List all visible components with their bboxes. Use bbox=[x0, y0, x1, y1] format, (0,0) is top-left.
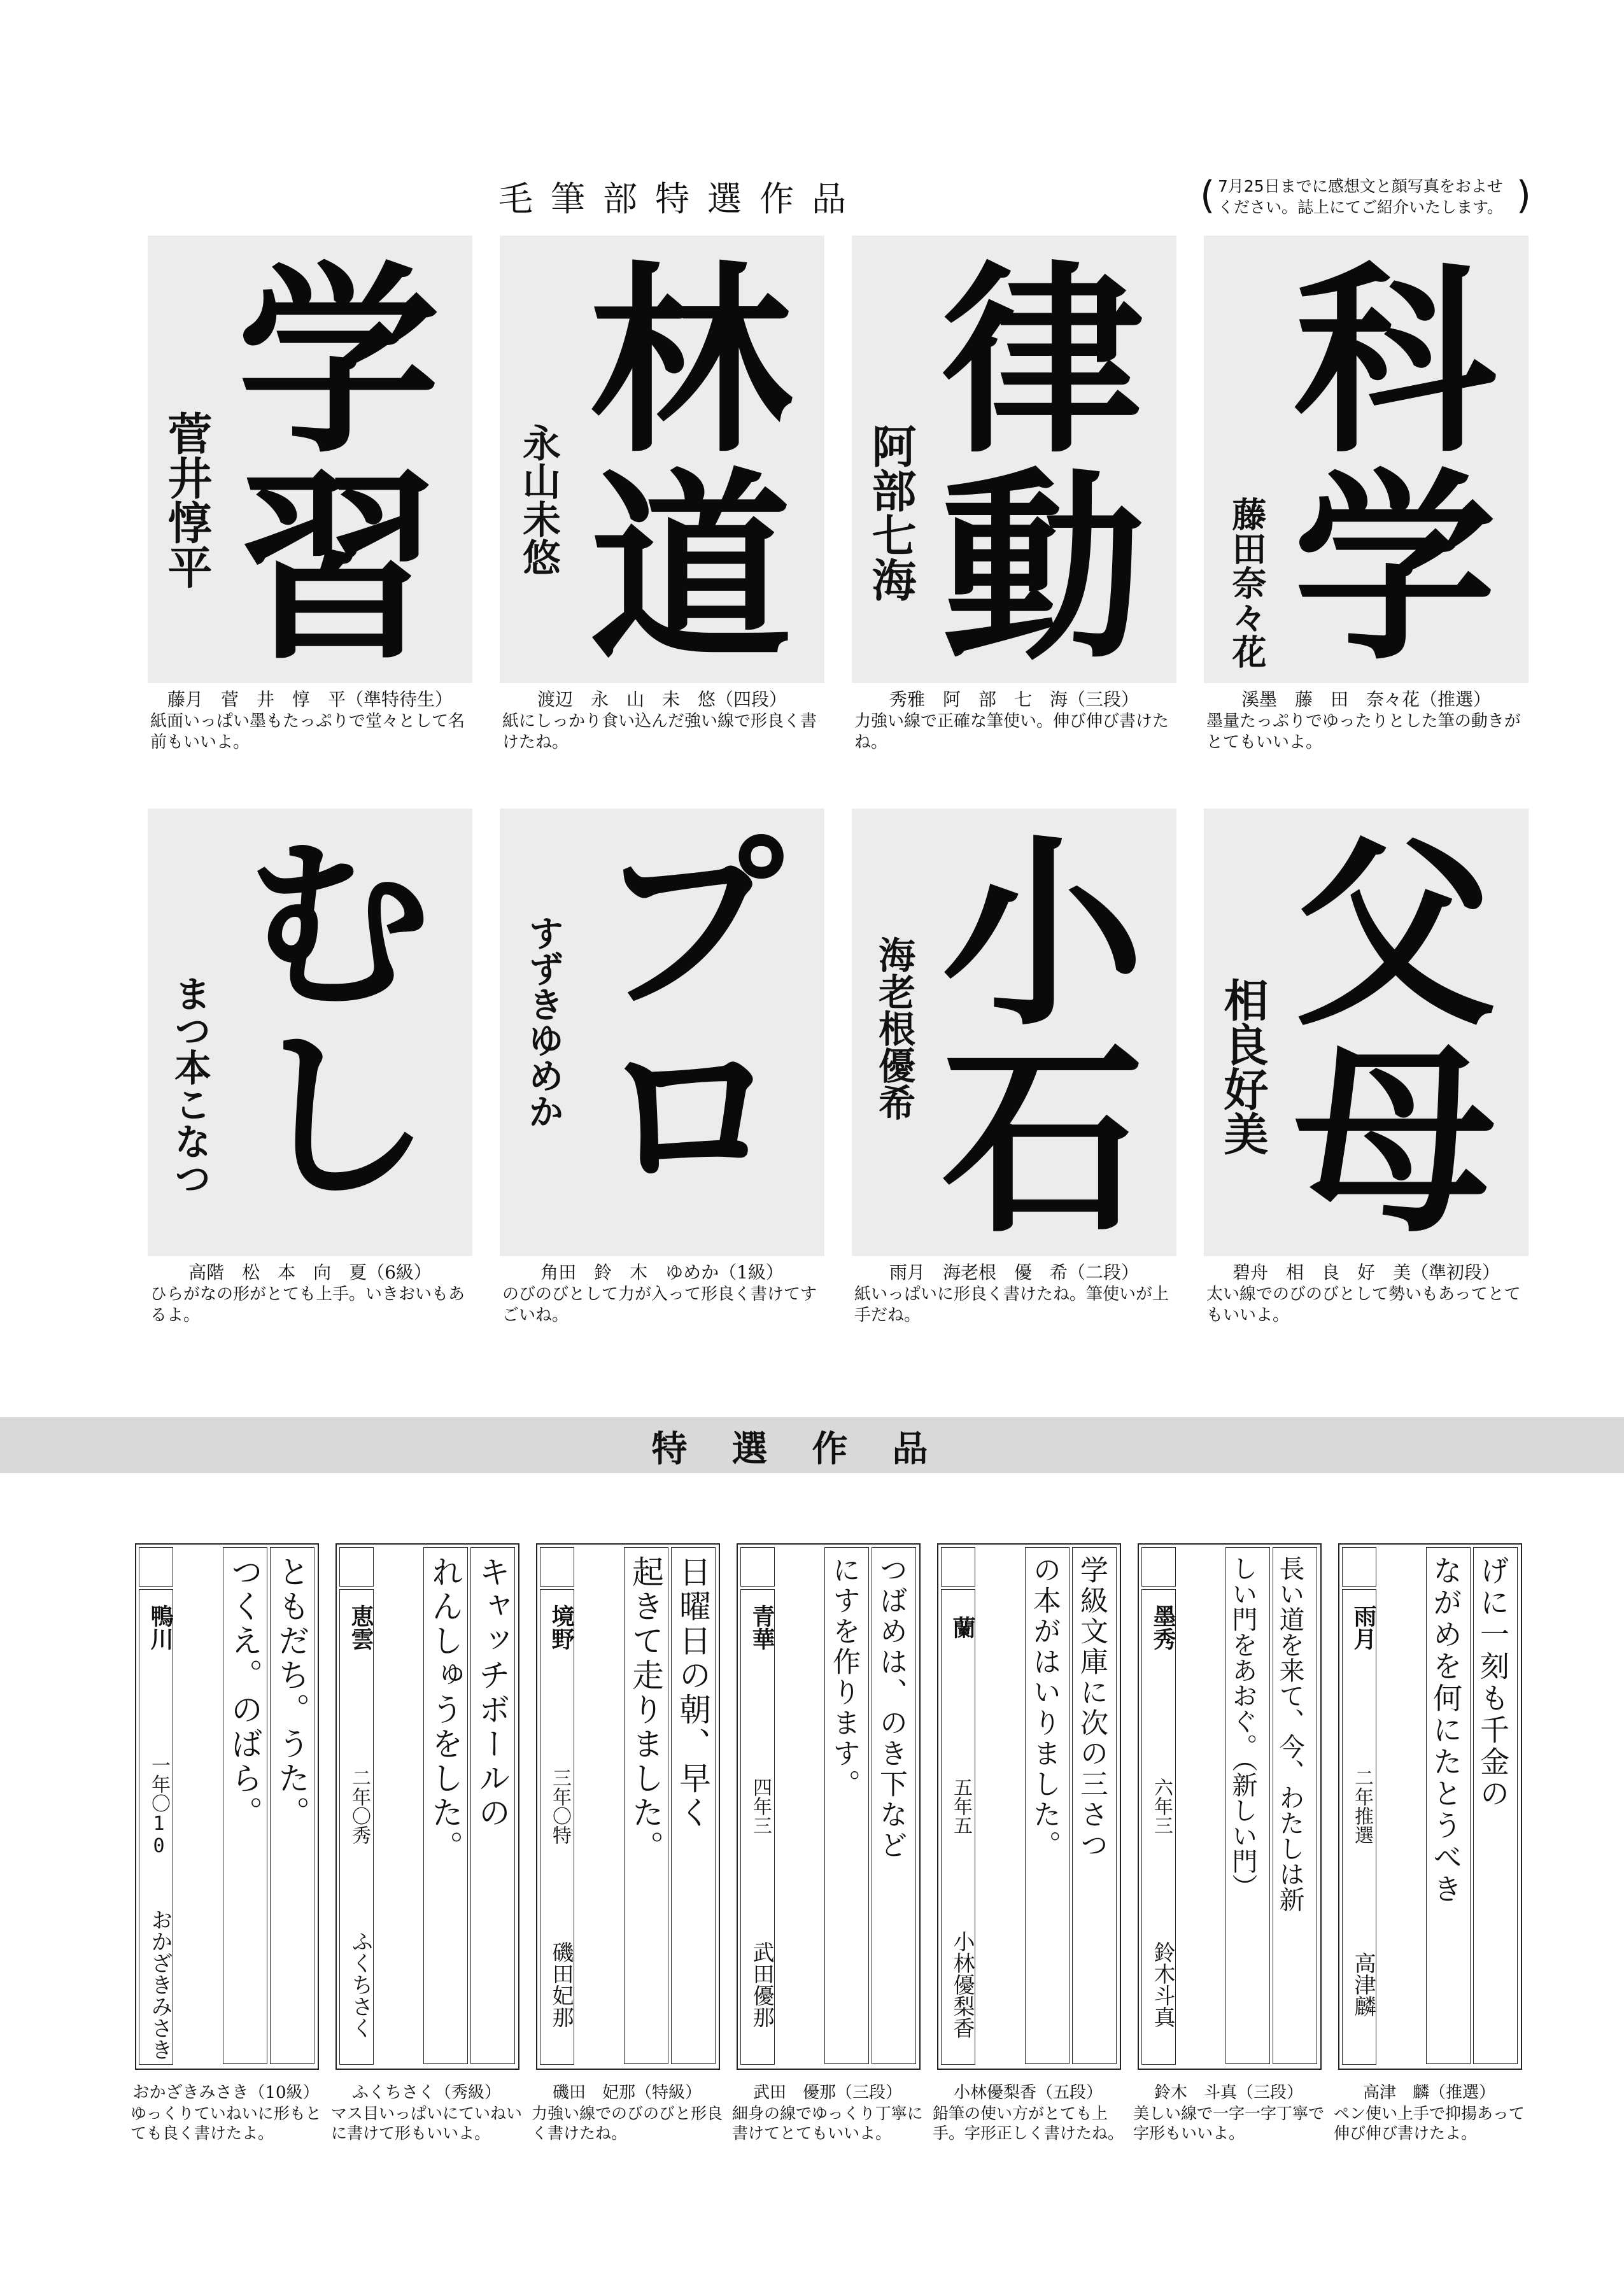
brush-work bbox=[1204, 809, 1529, 1326]
pen-sheet bbox=[937, 1543, 1121, 2070]
sheet-line-text: つばめは、のき下など bbox=[875, 1555, 907, 1861]
sheet-line-text: キャッチボールの bbox=[474, 1555, 511, 1830]
sheet-student-name: 小林優梨香 bbox=[949, 1930, 975, 2039]
sheet-school: 境野 bbox=[548, 1604, 574, 1650]
pen-caption-block bbox=[1334, 2082, 1525, 2143]
brush-char: 学 bbox=[1294, 451, 1496, 683]
sheet-line-text: にすを作ります。 bbox=[828, 1555, 860, 1800]
brush-work bbox=[148, 236, 472, 753]
sheet-line bbox=[423, 1547, 468, 2064]
sheet-student-name: おかざきみさき bbox=[147, 1909, 173, 2060]
sheet-line bbox=[1072, 1547, 1117, 2064]
sheet-header-box bbox=[1141, 1547, 1176, 1587]
sheet-header-box bbox=[740, 1547, 775, 1587]
sheet-student-name: 鈴木斗真 bbox=[1150, 1941, 1175, 2028]
brush-work bbox=[852, 236, 1176, 753]
sheet-line-text: ともだち。うた。 bbox=[273, 1555, 310, 1830]
pen-caption: おかざきみさき（10級） bbox=[132, 2083, 320, 2102]
pen-caption: 小林優梨香（五段） bbox=[953, 2083, 1103, 2102]
sheet-line-text: しい門をあおぐ。（新しい門） bbox=[1228, 1555, 1257, 1899]
sheet-line bbox=[1426, 1547, 1471, 2064]
work-caption: 藤月 菅 井 惇 平（準特待生） bbox=[167, 689, 453, 710]
work-comment: 紙面いっぱい墨もたっぷりで堂々として名前もいいよ。 bbox=[150, 712, 465, 752]
pen-comment: 鉛筆の使い方がとても上手。字形正しく書けたね。 bbox=[933, 2104, 1124, 2142]
sheet-line bbox=[824, 1547, 869, 2064]
pen-caption: 鈴木 斗真（三段） bbox=[1154, 2083, 1303, 2102]
pen-caption: 武田 優那（三段） bbox=[752, 2083, 902, 2102]
sheet-student-name: 高津麟 bbox=[1350, 1952, 1376, 2017]
pen-sheet bbox=[1338, 1543, 1522, 2070]
work-caption: 角田 鈴 木 ゆめか（1級） bbox=[540, 1262, 784, 1283]
brush-signature: 阿部七海 bbox=[865, 423, 917, 602]
work-caption: 秀雅 阿 部 七 海（三段） bbox=[889, 689, 1139, 710]
sheet-name-column bbox=[339, 1589, 374, 2065]
sheet-line-text: れんしゅうをした。 bbox=[427, 1555, 463, 1865]
work-comment: 墨量たっぷりでゆったりとした筆の動きがとてもいいよ。 bbox=[1206, 712, 1521, 752]
brush-char: 父 bbox=[1294, 817, 1496, 1053]
section-title: 特選作品 bbox=[651, 1429, 973, 1470]
work-caption: 渡辺 永 山 未 悠（四段） bbox=[537, 689, 787, 710]
brush-work bbox=[1204, 236, 1529, 753]
sheet-school: 蘭 bbox=[949, 1616, 975, 1639]
notice-open-paren: ( bbox=[1200, 173, 1215, 218]
notice-close-paren: ) bbox=[1516, 173, 1531, 218]
pen-comment: 美しい線で一字一字丁寧で字形もいいよ。 bbox=[1133, 2104, 1325, 2142]
brush-signature: 相良好美 bbox=[1217, 977, 1269, 1156]
brush-panel bbox=[852, 809, 1176, 1256]
brush-char: 学 bbox=[237, 244, 440, 480]
brush-char: 林 bbox=[590, 244, 792, 480]
pen-caption-block bbox=[1133, 2082, 1324, 2143]
sheet-name-column bbox=[1141, 1589, 1176, 2065]
work-comment: 太い線でのびのびとして勢いもあってとてもいいよ。 bbox=[1206, 1285, 1521, 1325]
sheet-line bbox=[270, 1547, 314, 2064]
sheet-school: 雨月 bbox=[1350, 1604, 1376, 1650]
sheet-school: 恵雲 bbox=[348, 1604, 374, 1650]
sheet-grade: 三年〇特 bbox=[549, 1768, 571, 1844]
sheet-line-text: の本がはいりました。 bbox=[1028, 1555, 1061, 1861]
brush-signature: すずきゆめか bbox=[523, 915, 564, 1129]
sheet-name-column bbox=[540, 1589, 574, 2065]
sheet-line-text: つくえ。のばら。 bbox=[226, 1555, 263, 1830]
brush-char: 道 bbox=[590, 451, 792, 683]
brush-signature: 永山未悠 bbox=[516, 423, 561, 576]
work-caption: 碧舟 相 良 好 美（準初段） bbox=[1232, 1262, 1500, 1283]
sheet-student-name: 磯田妃那 bbox=[548, 1941, 574, 2028]
sheet-line bbox=[470, 1547, 515, 2064]
sheet-line bbox=[223, 1547, 267, 2064]
brush-signature: まつ本こなつ bbox=[168, 975, 211, 1196]
sheet-student-name: ふくちさく bbox=[348, 1930, 373, 2039]
brush-characters bbox=[211, 819, 466, 1224]
sheet-header-box bbox=[339, 1547, 374, 1587]
pen-comment: ペン使い上手で抑揚あって伸び伸び書けたよ。 bbox=[1334, 2104, 1525, 2142]
brush-char: 習 bbox=[237, 451, 440, 683]
sheet-name-column bbox=[1342, 1589, 1376, 2065]
submission-notice bbox=[1200, 174, 1531, 219]
work-caption: 高階 松 本 向 夏（6級） bbox=[188, 1262, 432, 1283]
brush-work bbox=[852, 809, 1176, 1326]
pen-caption: 磯田 妃那（特級） bbox=[552, 2083, 702, 2102]
brush-char: 石 bbox=[942, 1024, 1144, 1256]
brush-char: 律 bbox=[942, 244, 1144, 480]
pen-comment: 細身の線でゆっくり丁寧に書けてとてもいいよ。 bbox=[732, 2104, 923, 2142]
brush-panel bbox=[500, 236, 824, 683]
work-caption: 雨月 海老根 優 希（二段） bbox=[889, 1262, 1139, 1283]
pen-caption: ふくちさく（秀級） bbox=[351, 2083, 501, 2102]
brush-characters bbox=[1267, 244, 1522, 683]
sheet-line bbox=[1473, 1547, 1518, 2064]
brush-panel bbox=[852, 236, 1176, 683]
brush-char: 小 bbox=[942, 817, 1144, 1053]
sheet-line bbox=[1225, 1547, 1270, 2064]
sheet-grade: 六年三 bbox=[1150, 1778, 1173, 1835]
brush-panel bbox=[500, 809, 824, 1256]
pen-caption-block bbox=[331, 2082, 522, 2143]
sheet-grade: 二年推選 bbox=[1351, 1768, 1373, 1844]
brush-panel bbox=[148, 809, 472, 1256]
sheet-header-box bbox=[941, 1547, 975, 1587]
notice-text: 7月25日までに感想文と顔写真をおよせください。誌上にてご紹介いたします。 bbox=[1218, 177, 1504, 216]
brush-characters bbox=[1267, 817, 1522, 1256]
sheet-line-text: 学級文庫に次の三さつ bbox=[1075, 1555, 1108, 1861]
pen-caption-block bbox=[933, 2082, 1124, 2143]
brush-characters bbox=[915, 244, 1170, 683]
brush-characters bbox=[563, 819, 818, 1224]
brush-panel bbox=[1204, 236, 1529, 683]
brush-work bbox=[500, 236, 824, 753]
pen-comment: ゆっくりていねいに形もとても良く書けたよ。 bbox=[131, 2104, 321, 2142]
sheet-line-text: 長い道を来て、今、わたしは新 bbox=[1275, 1555, 1304, 1912]
brush-char: 科 bbox=[1294, 244, 1496, 480]
work-comment: 紙にしっかり食い込んだ強い線で形良く書けたね。 bbox=[502, 712, 817, 752]
sheet-grade: 四年三 bbox=[749, 1778, 772, 1835]
sheet-grade: 一年〇10 bbox=[148, 1755, 170, 1857]
brush-signature: 菅井惇平 bbox=[160, 411, 213, 589]
pen-caption-block bbox=[532, 2082, 723, 2143]
brush-work bbox=[148, 809, 472, 1326]
sheet-school: 青華 bbox=[749, 1604, 775, 1650]
work-comment: ひらがなの形がとても上手。いきおいもあるよ。 bbox=[150, 1285, 465, 1325]
pen-comment: マス目いっぱいにていねいに書けて形もいいよ。 bbox=[331, 2104, 523, 2142]
brush-panel bbox=[148, 236, 472, 683]
work-caption: 溪墨 藤 田 奈々花（推選） bbox=[1241, 689, 1491, 710]
sheet-grade: 五年五 bbox=[950, 1778, 972, 1835]
work-comment: 紙いっぱいに形良く書けたね。筆使いが上手だね。 bbox=[854, 1285, 1169, 1325]
sheet-line-text: げに一刻も千金の bbox=[1476, 1555, 1510, 1810]
brush-signature: 海老根優希 bbox=[872, 936, 915, 1121]
sheet-line bbox=[671, 1547, 716, 2064]
sheet-school: 墨秀 bbox=[1150, 1604, 1176, 1650]
sheet-line bbox=[1273, 1547, 1317, 2064]
brush-char: プ bbox=[598, 819, 783, 1033]
sheet-student-name: 武田優那 bbox=[749, 1941, 774, 2028]
sheet-header-box bbox=[139, 1547, 173, 1587]
work-comment: 力強い線で正確な筆使い。伸び伸び書けたね。 bbox=[854, 712, 1169, 752]
brush-char: し bbox=[246, 1010, 431, 1224]
sheet-line-text: ながめを何にたとうべき bbox=[1429, 1555, 1463, 1906]
brush-char: ロ bbox=[598, 1010, 783, 1224]
sheet-header-box bbox=[540, 1547, 574, 1587]
pen-comment: 力強い線でのびのびと形良く書けたね。 bbox=[532, 2104, 723, 2142]
brush-char: 動 bbox=[942, 451, 1144, 683]
brush-work bbox=[500, 809, 824, 1326]
brush-panel bbox=[1204, 809, 1529, 1256]
sheet-line bbox=[1025, 1547, 1070, 2064]
pen-caption: 高津 麟（推選） bbox=[1362, 2083, 1495, 2102]
brush-characters bbox=[563, 244, 818, 683]
brush-char: む bbox=[246, 819, 431, 1033]
pen-caption-block bbox=[732, 2082, 923, 2143]
pen-sheet bbox=[135, 1543, 319, 2070]
brush-signature: 藤田奈々花 bbox=[1227, 497, 1267, 669]
pen-caption-block bbox=[131, 2082, 321, 2143]
sheet-line bbox=[872, 1547, 916, 2064]
sheet-name-column bbox=[139, 1589, 173, 2065]
sheet-grade: 二年〇秀 bbox=[348, 1768, 371, 1844]
brush-characters bbox=[211, 244, 466, 683]
sheet-school: 鴨川 bbox=[147, 1604, 173, 1650]
work-comment: のびのびとして力が入って形良く書けてすごいね。 bbox=[502, 1285, 817, 1325]
sheet-line-text: 起きて走りました。 bbox=[627, 1555, 664, 1865]
sheet-name-column bbox=[941, 1589, 975, 2065]
pen-sheet bbox=[737, 1543, 921, 2070]
page-title: 毛筆部特選作品 bbox=[498, 179, 864, 219]
brush-char: 母 bbox=[1294, 1024, 1496, 1256]
sheet-line bbox=[624, 1547, 668, 2064]
sheet-name-column bbox=[740, 1589, 775, 2065]
brush-characters bbox=[915, 817, 1170, 1256]
sheet-header-box bbox=[1342, 1547, 1376, 1587]
pen-sheet bbox=[1138, 1543, 1322, 2070]
sheet-line-text: 日曜日の朝、早く bbox=[674, 1555, 711, 1830]
pen-sheet bbox=[335, 1543, 519, 2070]
pen-sheet bbox=[536, 1543, 720, 2070]
